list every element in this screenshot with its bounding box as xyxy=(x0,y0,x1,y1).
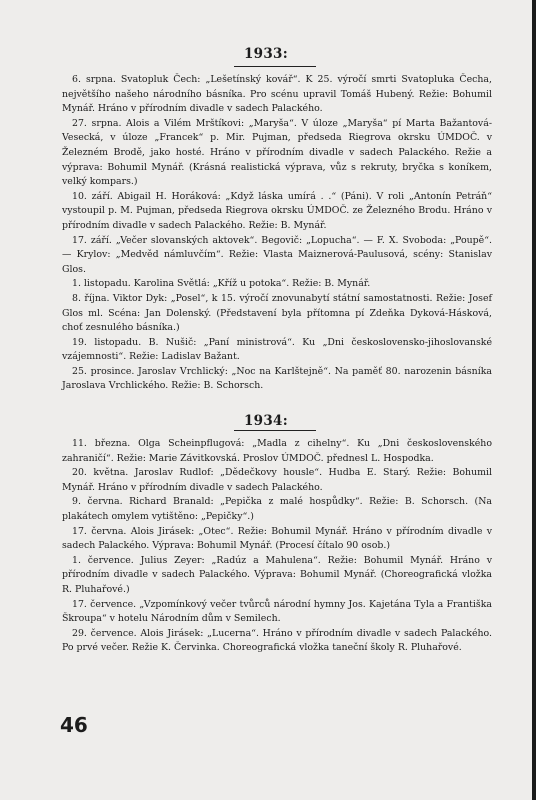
section-divider xyxy=(234,66,316,67)
entries-1934 xyxy=(62,437,492,656)
page-number: 46 xyxy=(60,713,88,737)
entry-1934-5: 1. července. Julius Zeyer: „Radúz a Mahulena“. Režie: Bohumil Mynář. Hráno v přírodním divadle v sadech Palackého. Výprava: Bohumil Mynář. (Choreografická vložka R. Pluhařové.) xyxy=(62,554,492,595)
entry-1934-3: 9. června. Richard Branald: „Pepička z malé hospůdky“. Režie: B. Schorsch. (Na plakátech omylem vytištěno: „Pepičky“.) xyxy=(62,496,492,522)
entry-1933-6: 8. října. Viktor Dyk: „Posel“, k 15. výročí znovunabytí státní samostatnosti. Režie: Josef Glos ml. Scéna: Jan Dolenský. (Představení byla přítomna pí Zdeňka Dyková-Hásková, choť zesnulého básníka.) xyxy=(62,292,492,334)
entry-1934-1: 11. března. Olga Scheinpflugová: „Madla z cihelny“. Ku „Dni československého zahraničí“. Režie: Marie Závitkovská. Proslov ÚMDOČ. přednesl L. Hospodka. xyxy=(62,438,492,464)
entry-1933-7: 19. listopadu. B. Nušič: „Paní ministrová“. Ku „Dni československo-jihoslovanské vzájemnosti“. Režie: Ladislav Bažant. xyxy=(62,336,492,363)
entry-1934-2: 20. května. Jaroslav Rudlof: „Dědečkovy housle“. Hudba E. Starý. Režie: Bohumil Mynář. Hráno v přírodním divadle v sadech Palackého. xyxy=(62,467,492,493)
entry-1934-6: 17. července. „Vzpomínkový večer tvůrců národní hymny Jos. Kajetána Tyla a Františka Škroupa“ v hotelu Národním dům v Semilech. xyxy=(62,598,492,625)
section-title-1934: 1934: xyxy=(243,413,289,429)
entry-1934-4: 17. června. Alois Jirásek: „Otec“. Režie: Bohumil Mynář. Hráno v přírodním divadle v sadech Palackého. Výprava: Bohumil Mynář. (Procesí čítalo 90 osob.) xyxy=(62,525,492,552)
entry-1933-3: 10. září. Abigail H. Horáková: „Když láska umírá . .“ (Páni). V roli „Antonín Petráň“ vystoupil p. M. Pujman, předseda Riegrova okrsku ÚMDOČ. ze Železného Brodu. Hráno v přírodním divadle v sadech Palackého. Režie: B. Mynář. xyxy=(62,190,492,231)
entries-1933 xyxy=(62,73,492,394)
section-divider xyxy=(234,430,316,431)
entry-1934-7: 29. července. Alois Jirásek: „Lucerna“. Hráno v přírodním divadle v sadech Palackého. Po prvé večer. Režie K. Červinka. Choreografická vložka taneční školy R. Pluhařové. xyxy=(62,627,492,654)
entry-1933-5: 1. listopadu. Karolina Světlá: „Kříž u potoka“. Režie: B. Mynář. xyxy=(72,278,371,290)
entry-1933-8: 25. prosince. Jaroslav Vrchlický: „Noc na Karlštejně“. Na paměť 80. narozenin básníka Jaroslava Vrchlického. Režie: B. Schorsch. xyxy=(62,365,492,392)
entry-1933-2: 27. srpna. Alois a Vilém Mrštíkovi: „Maryša“. V úloze „Maryša“ pí Marta Bažantová-Vesecká, v úloze „Francek“ p. Mir. Pujman, předseda Riegrova okrsku ÚMDOČ. v Železném Brodě, jako hosté. Hráno v přírodním divadle v sadech Palackého. Režie a výprava: Bohumil Mynář. (Krásná realistická výprava, vůz s rekruty, bryčka s koníkem, velký kompars.) xyxy=(62,117,492,188)
entry-1933-4: 17. září. „Večer slovanských aktovek“. Begovič: „Lopucha“. — F. X. Svoboda: „Poupě“. — Krylov: „Medvěd námluvčím“. Režie: Vlasta Maiznerová-Paulusová, scény: Stanislav Glos. xyxy=(62,234,492,275)
entry-1933-1: 6. srpna. Svatopluk Čech: „Lešetínský kovář“. K 25. výročí smrti Svatopluka Čecha, největšího našeho národního básníka. Pro scénu upravil Tomáš Hubený. Režie: Bohumil Mynář. Hráno v přírodním divadle v sadech Palackého. xyxy=(62,74,492,115)
section-title-1933: 1933: xyxy=(243,46,289,62)
